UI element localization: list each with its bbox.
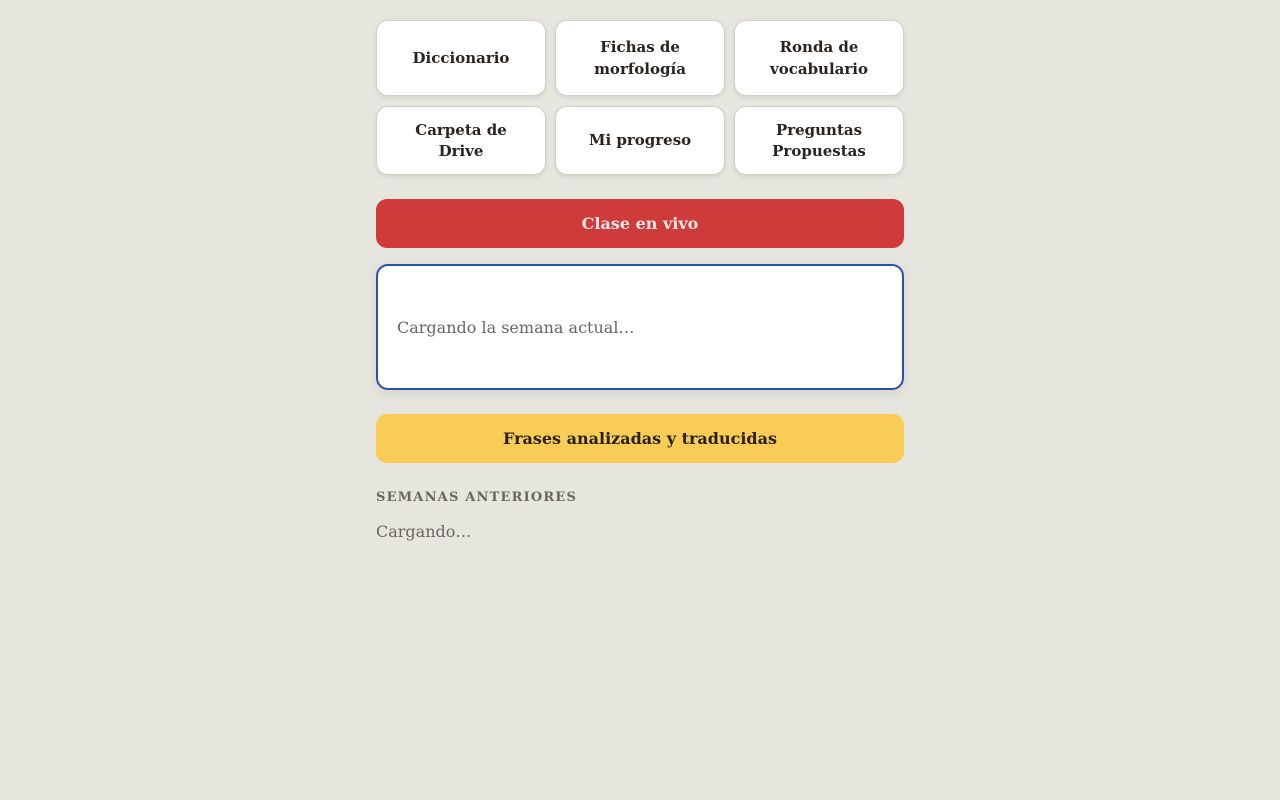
my-progress-button[interactable]: Mi progreso bbox=[555, 106, 725, 175]
analyzed-phrases-button[interactable]: Frases analizadas y traducidas bbox=[376, 414, 904, 463]
nav-grid-row-1 bbox=[376, 20, 904, 96]
nav-grid-row-2 bbox=[376, 106, 904, 175]
proposed-questions-button[interactable]: Preguntas Propuestas bbox=[734, 106, 904, 175]
live-class-button[interactable]: Clase en vivo bbox=[376, 199, 904, 248]
previous-weeks-loading-text: Cargando… bbox=[376, 522, 472, 541]
current-week-loading-text: Cargando la semana actual… bbox=[397, 317, 635, 337]
drive-folder-button[interactable]: Carpeta de Drive bbox=[376, 106, 546, 175]
dictionary-button[interactable]: Diccionario bbox=[376, 20, 546, 96]
current-week-card bbox=[376, 264, 904, 390]
morphology-cards-button[interactable]: Fichas de morfología bbox=[555, 20, 725, 96]
vocabulary-round-button[interactable]: Ronda de vocabulario bbox=[734, 20, 904, 96]
main-panel bbox=[376, 20, 904, 541]
previous-weeks-heading: SEMANAS ANTERIORES bbox=[376, 490, 578, 505]
